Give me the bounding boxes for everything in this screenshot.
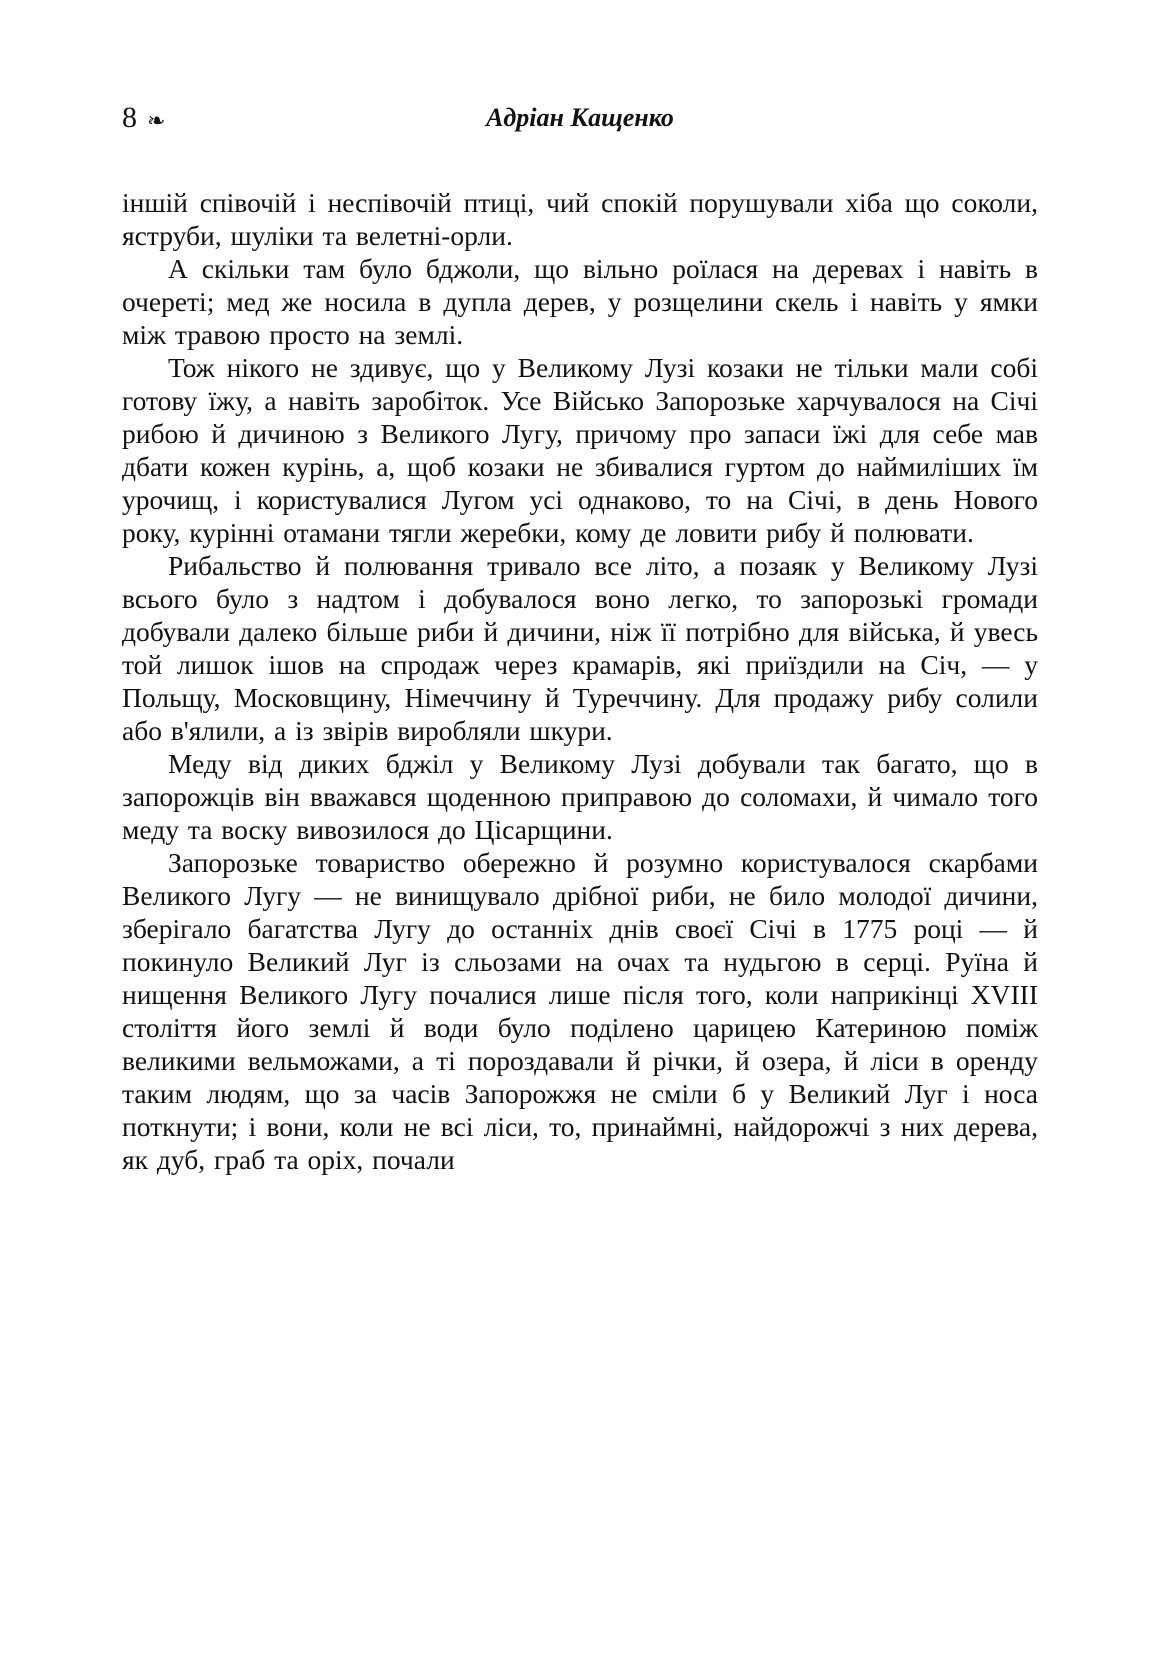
paragraph: Тож нікого не здивує, що у Великому Лузі козаки не тільки мали собі готову їжу, а навіть заробіток. Усе Військо Запорозьке харчувалося на Січі рибою й дичиною з Великого Лугу, причому про запаси їжі для себе мав дбати кожен курінь, а, щоб козаки не збивалися гуртом до наймиліших їм урочищ, і користувалися Лугом усі однаково, то на Січі, в день Нового року, курінні отамани тягли жеребки, кому де ловити рибу й полювати. — [122, 352, 1038, 548]
paragraph: Рибальство й полювання тривало все літо, а позаяк у Великому Лузі всього було з надтом і добувалося воно легко, то запорозькі громади добували далеко більше риби й дичини, ніж її потрібно для війська, й увесь той лишок ішов на спродаж через крамарів, які приїздили на Січ, — у Польщу, Московщину, Німеччину й Туреччину. Для продажу рибу солили або в'ялили, а із звірів виробляли шкури. — [122, 550, 1038, 746]
paragraph: Меду від диких бджіл у Великому Лузі добували так багато, що в запорожців він вважався щоденною приправою до соломахи, й чимало того меду та воску вивозилося до Цісарщини. — [122, 748, 1038, 845]
paragraph: Запорозьке товариство обережно й розумно користувалося скарбами Великого Лугу — не винищувало дрібної риби, не било молодої дичини, зберігало багатства Лугу до останніх днів своєї Січі в 1775 році — й покинуло Великий Луг із сльозами на очах та нудьгою в серці. Руїна й нищення Великого Лугу почалися лише після того, коли наприкінці XVIII століття його землі й води було поділено царицею Катериною поміж великими вельможами, а ті пороздавали й річки, й озера, й ліси в оренду таким людям, що за часів Запорожжя не сміли б у Великий Луг і носа поткнути; і вони, коли не всі ліси, то, принаймні, найдорожчі з них дерева, як дуб, граб та оріх, почали — [122, 847, 1038, 1175]
page-header — [122, 100, 1038, 142]
paragraph: іншій співочій і неспівочій птиці, чий спокій порушували хіба що соколи, яструби, шуліки та велетні-орли. — [122, 187, 1038, 251]
running-title: Адріан Кащенко — [486, 103, 674, 132]
paragraph: А скільки там було бджоли, що вільно роїлася на деревах і навіть в очереті; мед же носила в дупла дерев, у розщелини скель і навіть у ямки між травою просто на землі. — [122, 253, 1038, 350]
body-text — [122, 186, 1038, 1176]
fleuron-ornament-icon: ❧ — [147, 109, 166, 134]
page-number: 8 — [122, 101, 137, 134]
